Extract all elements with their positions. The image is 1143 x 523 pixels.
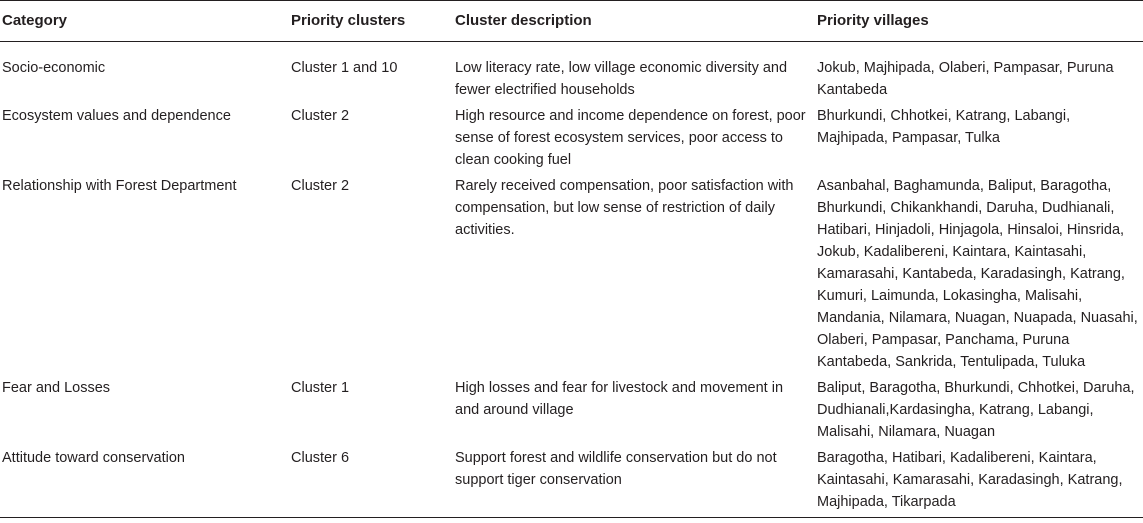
header-row <box>0 1 1143 42</box>
cell-villages: Bhurkundi, Chhotkei, Katrang, Labangi, Majhipada, Pampasar, Tulka <box>817 108 1071 146</box>
table-row <box>0 42 1143 106</box>
header-cluster-description: Cluster description <box>451 1 813 42</box>
cell-category: Socio-economic <box>2 60 106 76</box>
cell-villages: Baragotha, Hatibari, Kadalibereni, Kaintara, Kaintasahi, Kamarasahi, Karadasingh, Katrang, Majhipada, Tikarpada <box>813 447 1143 518</box>
cell-description: High losses and fear for livestock and movement in and around village <box>455 380 784 418</box>
cell-category: Attitude toward conservation <box>0 447 287 518</box>
cell-category: Fear and Losses <box>2 380 111 396</box>
cell-villages: Baliput, Baragotha, Bhurkundi, Chhotkei, Daruha, Dudhianali,Kardasingha, Katrang, Labangi, Malisahi, Nilamara, Nuagan <box>817 380 1135 440</box>
cell-clusters: Cluster 2 <box>291 178 350 194</box>
cell-description: Rarely received compensation, poor satisfaction with compensation, but low sense of restriction of daily activities. <box>455 178 794 238</box>
cell-description: Low literacy rate, low village economic diversity and fewer electrified households <box>455 60 788 98</box>
table-header <box>0 1 1143 42</box>
cell-description: High resource and income dependence on forest, poor sense of forest ecosystem services, poor access to clean cooking fuel <box>455 108 806 168</box>
cell-clusters: Cluster 1 <box>291 380 350 396</box>
table-body <box>0 42 1143 518</box>
table-row <box>0 175 1143 377</box>
cell-category: Ecosystem values and dependence <box>2 108 231 124</box>
header-category: Category <box>0 1 287 42</box>
table-row <box>0 377 1143 447</box>
cell-villages: Asanbahal, Baghamunda, Baliput, Baragotha, Bhurkundi, Chikankhandi, Daruha, Dudhianali, Hatibari, Hinjadoli, Hinjagola, Hinsaloi, Hinsrida, Jokub, Kadalibereni, Kaintara, Kaintasahi, Kamarasahi, Kantabeda, Karadasingh, Katrang, Kumuri, Laimunda, Lokasingha, Malisahi, Mandania, Nilamara, Nuagan, Nuapada, Nuasahi, Olaberi, Pampasar, Panchama, Puruna Kantabeda, Sankrida, Tentulipada, Tuluka <box>817 178 1138 370</box>
cell-category: Relationship with Forest Department <box>2 178 237 194</box>
header-priority-clusters: Priority clusters <box>287 1 451 42</box>
table-row <box>0 105 1143 175</box>
cell-villages: Jokub, Majhipada, Olaberi, Pampasar, Puruna Kantabeda <box>817 60 1114 98</box>
header-priority-villages: Priority villages <box>813 1 1143 42</box>
table-row <box>0 447 1143 518</box>
cell-clusters: Cluster 2 <box>291 108 350 124</box>
cell-description: Support forest and wildlife conservation but do not support tiger conservation <box>451 447 813 518</box>
cell-clusters: Cluster 1 and 10 <box>291 60 398 76</box>
cell-clusters: Cluster 6 <box>287 447 451 518</box>
